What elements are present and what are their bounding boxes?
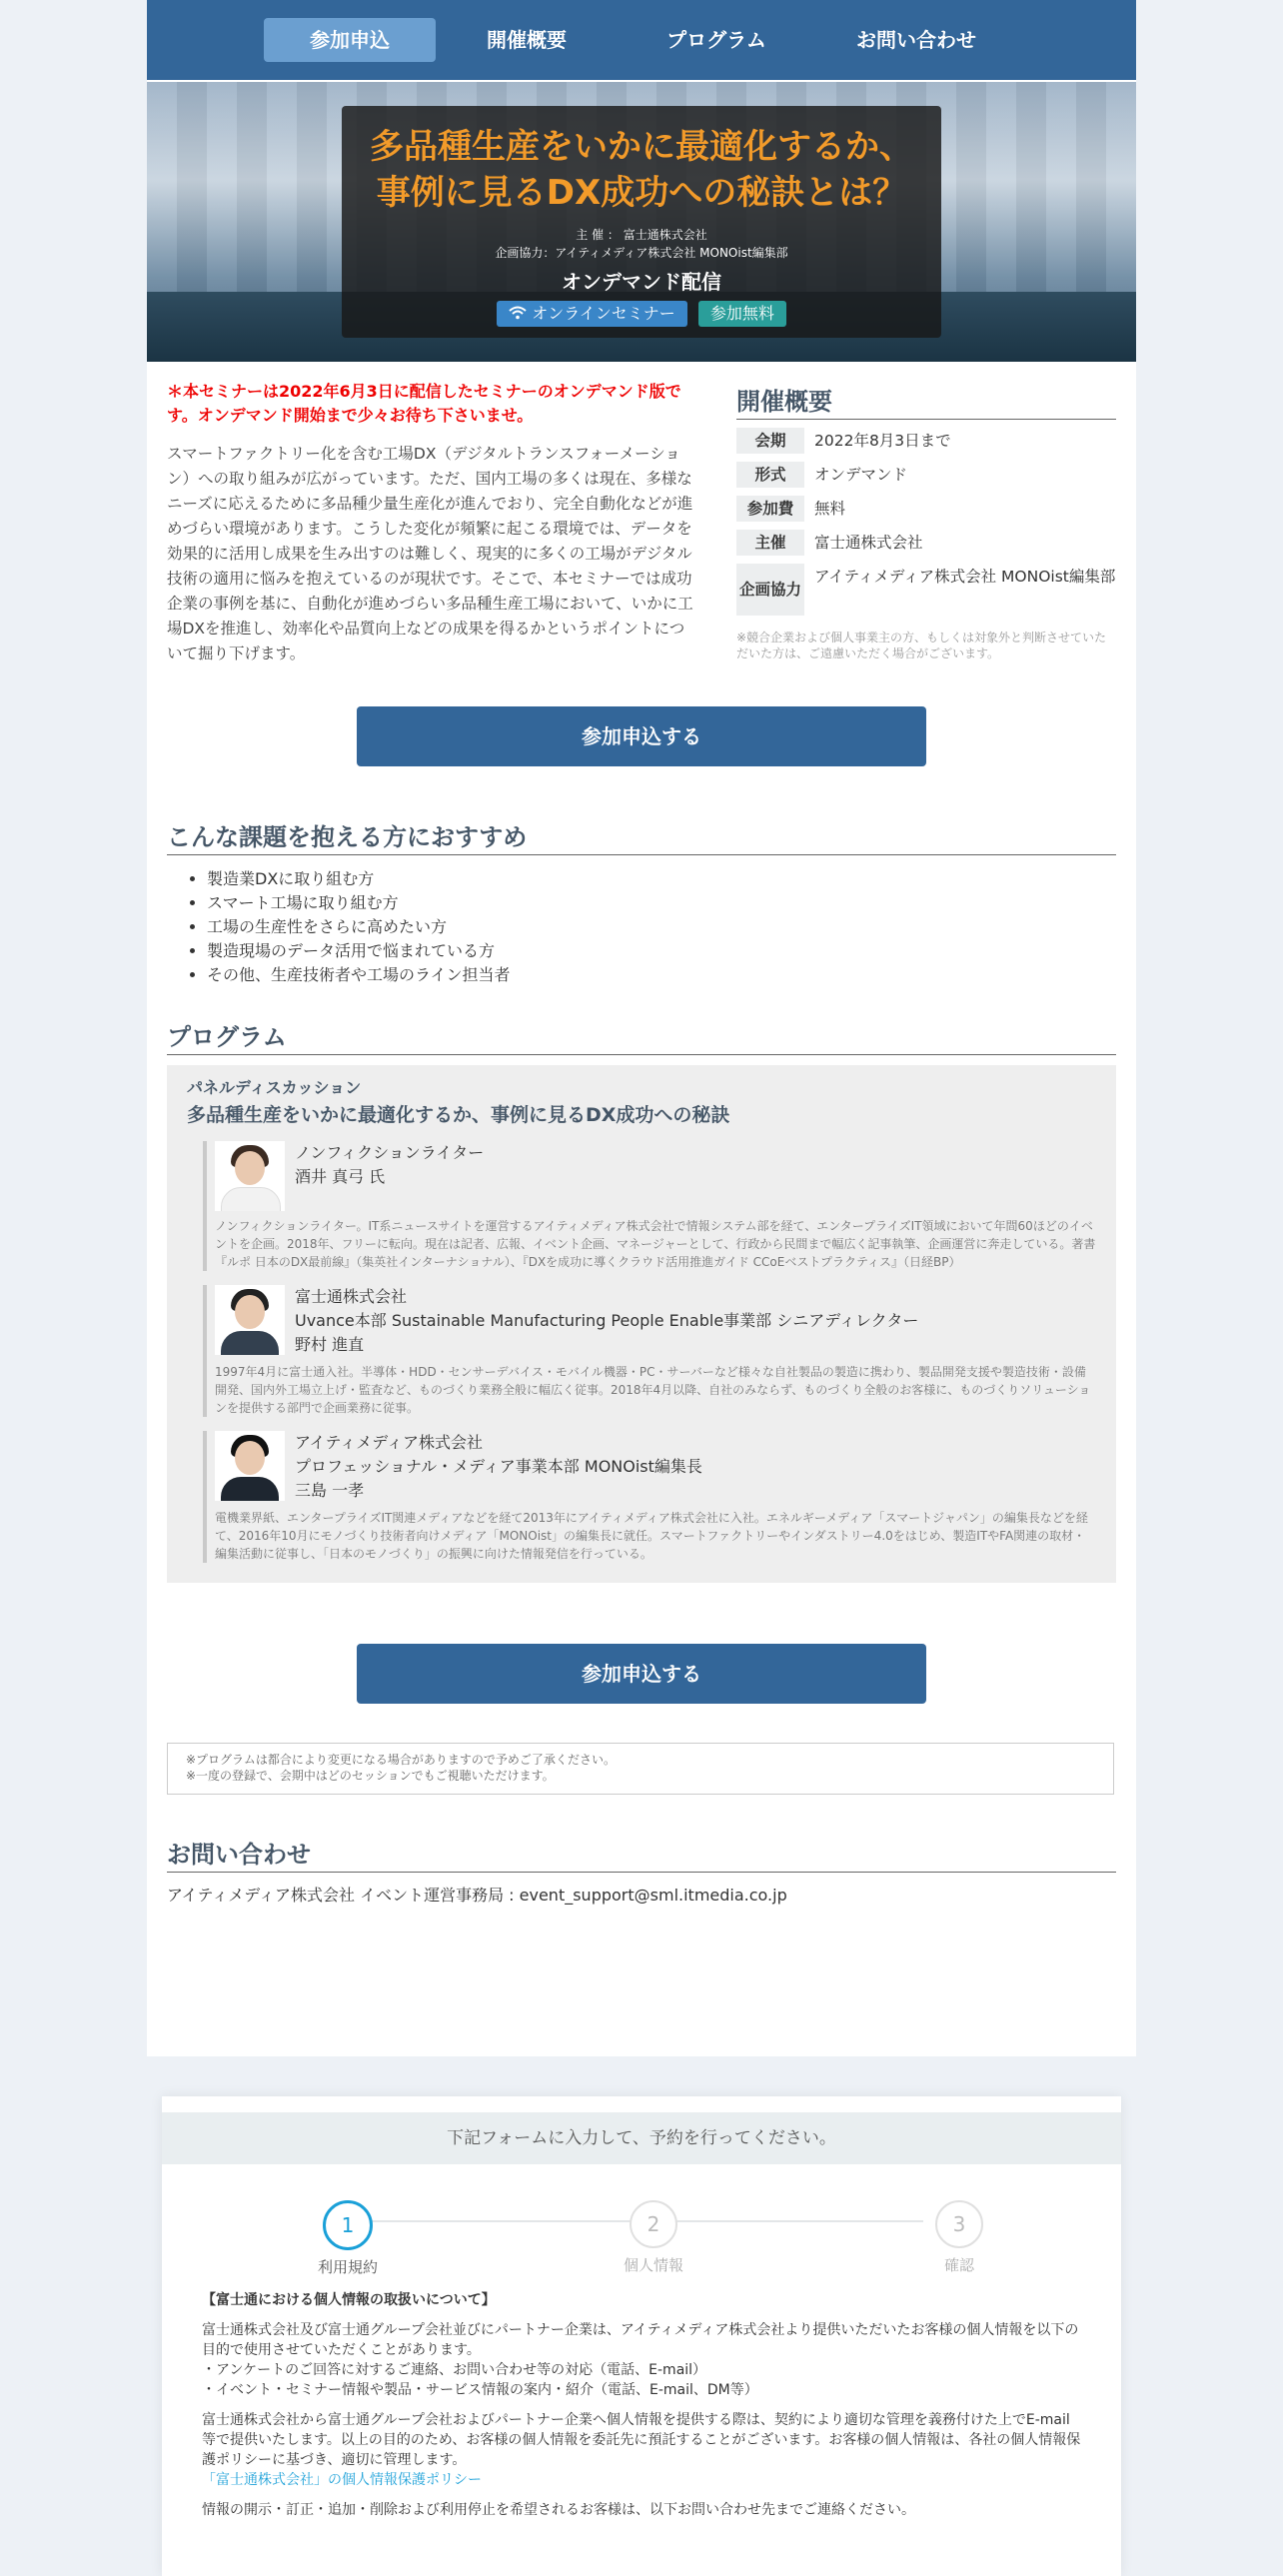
speaker-name: 酒井 真弓 氏 (295, 1167, 386, 1186)
top-nav (147, 0, 1136, 80)
nav-item-overview[interactable]: 開催概要 (487, 28, 567, 52)
speaker-bio: 電機業界紙、エンタープライズIT関連メディアなどを経て2013年にアイティメディア株式会社に入社。エネルギーメディア「スマートジャパン」の編集長などを経て、2016年10月にモノづくり技術者向けメディア「MONOist」の編集長に就任。スマートファクトリーやインダストリー4.0をはじめ、製造ITやFA関連の取材・編集活動に従事し、「日本のモノづくり」の振興に向けた情報発信を行っている。 (215, 1511, 1088, 1561)
step-number: 1 (323, 2200, 373, 2250)
overview-section (736, 382, 1116, 661)
hero-title-line1: 多品種生産をいかに最適化するか、 (370, 127, 913, 167)
speaker-affiliation: ノンフィクションライター (295, 1143, 485, 1162)
list-item: • 工場の生産性をさらに高めたい方 (207, 915, 1116, 939)
hero-title-panel (342, 106, 941, 338)
overview-value: 富士通株式会社 (814, 534, 923, 552)
list-item: • スマート工場に取り組む方 (207, 891, 1116, 915)
ondemand-notice: ＊本セミナーは2022年6月3日に配信したセミナーのオンデマンド版です。オンデマンド開始まで少々お待ち下さいませ。 (167, 382, 681, 425)
terms-paragraph: 富士通株式会社及び富士通グループ会社並びにパートナー企業は、アイティメディア株式会社より提供いただいたお客様の個人情報を以下の目的で使用させていただくことがあります。 (202, 2322, 1079, 2358)
list-item: • 製造業DXに取り組む方 (207, 867, 1116, 891)
apply-button-bottom[interactable]: 参加申込する (357, 1644, 926, 1704)
free-tag: 参加無料 (698, 301, 786, 327)
step-confirm (899, 2200, 1019, 2275)
overview-value: オンデマンド (814, 466, 908, 484)
registration-form (162, 2096, 1121, 2576)
landing-page (147, 0, 1136, 2056)
nav-item-contact[interactable]: お問い合わせ (856, 28, 976, 52)
terms-paragraph: 富士通株式会社から富士通グループ会社およびパートナー企業へ個人情報を提供する際は、契約により適切な管理を義務付けた上でE-mail等で提供いたします。以上の目的のため、お客様の個人情報を委託先に預託することがございます。お客様の個人情報は、各社の個人情報保護ポリシーに基づき、適切に管理します。 (202, 2412, 1081, 2468)
contact-section (167, 1835, 1116, 1906)
terms-text (162, 2290, 1121, 2520)
apply-button-top[interactable]: 参加申込する (357, 706, 926, 766)
contact-title: お問い合わせ (167, 1835, 1116, 1873)
list-item: • その他、生産技術者や工場のライン担当者 (207, 963, 1116, 987)
speaker-name: 野村 進直 (295, 1335, 365, 1354)
speaker-name: 三島 一孝 (295, 1481, 365, 1500)
program-box (167, 1065, 1116, 1583)
terms-heading: 【富士通における個人情報の取扱いについて】 (202, 2292, 496, 2308)
step-label: 個人情報 (623, 2256, 683, 2274)
terms-bullet: ・アンケートのご回答に対するご連絡、お問い合わせ等の対応（電話、E-mail） (202, 2362, 707, 2378)
recommend-list (167, 867, 1116, 987)
step-terms (288, 2200, 408, 2277)
overview-key: 主催 (736, 530, 804, 556)
speaker-info (285, 1431, 702, 1503)
privacy-policy-link[interactable]: 「富士通株式会社」の個人情報保護ポリシー (202, 2472, 482, 2488)
program-section (167, 1017, 1116, 1583)
step-label: 確認 (943, 2256, 974, 2274)
terms-bullet: ・イベント・セミナー情報や製品・サービス情報の案内・紹介（電話、E-mail、DM等） (202, 2382, 758, 2398)
hero-banner (147, 82, 1136, 362)
speaker-bio: ノンフィクションライター。IT系ニュースサイトを運営するアイティメディア株式会社で情報システム部を経て、エンタープライズIT領域において年間60ほどのイベントを企画。2018年、フリーに転向。現在は記者、広報、イベント企画、マネージャーとして、行政から民間まで幅広く記事執筆、企画運営に奔走している。著書『ルポ 日本のDX最前線』（集英社インターナショナル）、『DXを成功に導くクラウド活用推進ガイド CCoEベストプラクティス』（日経BP） (215, 1219, 1096, 1269)
hero-delivery: オンデマンド配信 (562, 270, 721, 294)
overview-row (736, 428, 1116, 454)
overview-row (736, 530, 1116, 556)
recommend-section (167, 817, 1116, 987)
step-personal-info (594, 2200, 713, 2275)
form-header: 下記フォームに入力して、予約を行ってください。 (162, 2112, 1121, 2164)
online-seminar-tag (497, 301, 687, 327)
speaker-card (203, 1431, 1096, 1563)
overview-row (736, 462, 1116, 488)
overview-key: 形式 (736, 462, 804, 488)
wifi-icon (509, 306, 527, 320)
speaker-photo (215, 1285, 285, 1355)
speaker-head (215, 1431, 1096, 1503)
speaker-photo (215, 1141, 285, 1211)
hero-tags (342, 301, 941, 327)
program-title: プログラム (167, 1017, 1116, 1055)
overview-value: 2022年8月3日まで (814, 432, 951, 450)
speaker-head (215, 1285, 1096, 1357)
speaker-card (203, 1285, 1096, 1417)
contact-text: アイティメディア株式会社 イベント運営事務局 : event_support@sml.itmedia.co.jp (167, 1886, 787, 1905)
speaker-title: プロフェッショナル・メディア事業本部 MONOist編集長 (295, 1457, 702, 1476)
nav-item-program[interactable]: プログラム (666, 28, 766, 52)
hero-sponsor: 主 催 ： 富士通株式会社 (576, 228, 707, 242)
step-label: 利用規約 (317, 2258, 378, 2276)
step-number: 2 (630, 2200, 677, 2248)
speaker-affiliation: 富士通株式会社 (295, 1287, 408, 1306)
hero-title-line2: 事例に見るDX成功への秘訣とは？ (376, 173, 907, 213)
step-number: 3 (935, 2200, 983, 2248)
form-steps (162, 2164, 1121, 2284)
intro-text: スマートファクトリー化を含む工場DX（デジタルトランスフォーメーション）への取り組みが広がっています。ただ、国内工場の多くは現在、多様なニーズに応えるために多品種少量生産化が進んでおり、完全自動化などが進めづらい環境があります。こうした変化が頻繁に起こる環境では、データを効果的に活用し成果を生み出すのは難しく、現実的に多くの工場がデジタル技術の適用に悩みを抱えているのが現状です。そこで、本セミナーでは成功企業の事例を基に、自動化が進めづらい多品種生産工場において、いかに工場DXを推進し、効率化や品質向上などの成果を得るかというポイントについて掘り下げます。 (167, 445, 693, 662)
hero-title (342, 124, 941, 216)
overview-key: 参加費 (736, 496, 804, 522)
speaker-photo (215, 1431, 285, 1501)
nav-item-apply[interactable]: 参加申込 (264, 18, 436, 62)
list-item: • 製造現場のデータ活用で悩まれている方 (207, 939, 1116, 963)
terms-paragraph: 情報の開示・訂正・追加・削除および利用停止を希望されるお客様は、以下お問い合わせ先までご連絡ください。 (202, 2502, 915, 2518)
overview-key: 企画協力 (736, 564, 804, 616)
session-title: 多品種生産をいかに最適化するか、事例に見るDX成功への秘訣 (187, 1104, 730, 1126)
recommend-title: こんな課題を抱える方におすすめ (167, 817, 1116, 855)
speaker-title: Uvance本部 Sustainable Manufacturing People Enable事業部 シニアディレクター (295, 1311, 919, 1330)
hero-cooperation: 企画協力：アイティメディア株式会社 MONOist編集部 (495, 246, 788, 260)
speaker-affiliation: アイティメディア株式会社 (295, 1433, 484, 1452)
overview-row (736, 496, 1116, 522)
overview-note: ※競合企業および個人事業主の方、もしくは対象外と判断させていただいた方は、ご遠慮いただく場合がございます。 (736, 631, 1107, 660)
overview-title: 開催概要 (736, 382, 1116, 420)
overview-value: 無料 (814, 500, 846, 518)
speaker-info (285, 1141, 484, 1211)
program-notes (167, 1743, 1114, 1795)
speaker-bio: 1997年4月に富士通入社。半導体・HDD・センサーデバイス・モバイル機器・PC・サーバーなど様々な自社製品の製造に携わり、製品開発支援や製造技術・設備開発、国内外工場立上げ・監査など、ものづくり業務全般に幅広く従事。2018年4月以降、自社のみならず、ものづくり全般のお客様に、ものづくりソリューションを提供する部門で企画業務に従事。 (215, 1365, 1091, 1415)
overview-key: 会期 (736, 428, 804, 454)
online-seminar-label: オンラインセミナー (532, 304, 675, 323)
note-line: ※プログラムは都合により変更になる場合がありますので予めご了承ください。 (186, 1753, 616, 1767)
note-line: ※一度の登録で、会期中はどのセッションでもご視聴いただけます。 (186, 1769, 555, 1783)
overview-row (736, 564, 1116, 616)
speaker-card (203, 1141, 1096, 1271)
overview-value: アイティメディア株式会社 MONOist編集部 (814, 568, 1116, 586)
speaker-info (285, 1285, 918, 1357)
session-type: パネルディスカッション (187, 1078, 362, 1097)
speaker-head (215, 1141, 1096, 1211)
